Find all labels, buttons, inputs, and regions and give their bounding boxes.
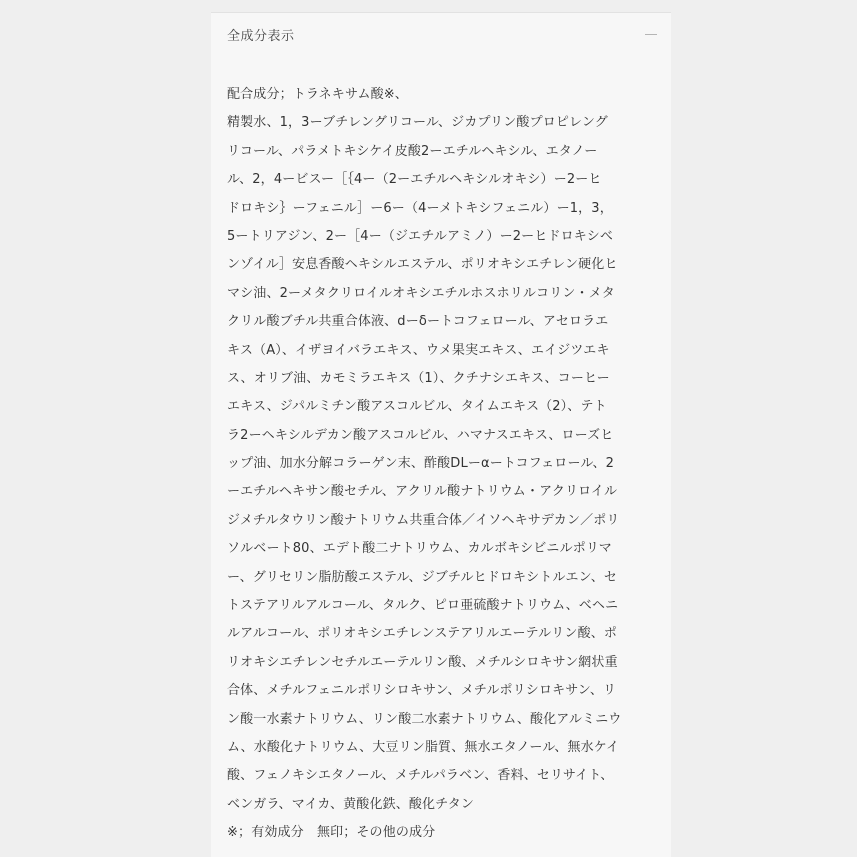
ingredient-line: リコール、パラメトキシケイ皮酸2ーエチルヘキシル、エタノー <box>227 143 598 159</box>
minus-icon[interactable] <box>643 25 659 43</box>
ingredient-line: ドロキシ｝ーフェニル］ー6ー（4ーメトキシフェニル）ー1，3， <box>227 200 613 216</box>
section-title: 全成分表示 <box>227 29 295 44</box>
ingredient-line: ベンガラ、マイカ、黄酸化鉄、酸化チタン <box>227 796 474 812</box>
ingredient-line: リオキシエチレンセチルエーテルリン酸、メチルシロキサン網状重 <box>227 654 618 670</box>
ingredient-line: ム、水酸化ナトリウム、大豆リン脂質、無水エタノール、無水ケイ <box>227 739 620 755</box>
ingredient-line: ス、オリブ油、カモミラエキス（1）、クチナシエキス、コーヒー <box>227 370 610 386</box>
ingredient-line: トステアリルアルコール、タルク、ピロ亜硫酸ナトリウム、ベヘニ <box>227 598 619 614</box>
ingredient-line: ル、2，4ービスー［｛4ー（2ーエチルヘキシルオキシ）ー2ーヒ <box>227 172 602 188</box>
ingredient-line: ン酸一水素ナトリウム、リン酸二水素ナトリウム、酸化アルミニウ <box>227 711 622 727</box>
ingredient-line: エキス、ジパルミチン酸アスコルビル、タイムエキス（2）、テト <box>227 399 607 415</box>
ingredient-line: マシ油、2ーメタクリロイルオキシエチルホスホリルコリン・メタ <box>227 285 615 301</box>
ingredient-line: ソルベート80、エデト酸二ナトリウム、カルボキシビニルポリマ <box>227 541 612 557</box>
ingredient-line: ルアルコール、ポリオキシエチレンステアリルエーテルリン酸、ポ <box>227 626 618 642</box>
ingredient-line: ーエチルヘキサン酸セチル、アクリル酸ナトリウム・アクリロイル <box>227 484 618 500</box>
ingredients-panel <box>211 12 671 857</box>
ingredient-line: クリル酸ブチル共重合体液、dーδートコフェロール、アセロラエ <box>227 314 609 330</box>
ingredient-line: ー、グリセリン脂肪酸エステル、ジブチルヒドロキシトルエン、セ <box>227 569 618 585</box>
ingredient-line: 合体、メチルフェニルポリシロキサン、メチルポリシロキサン、リ <box>227 683 617 699</box>
ingredient-line: ジメチルタウリン酸ナトリウム共重合体／イソヘキサデカン／ポリ <box>227 512 620 528</box>
ingredient-line: 5ートリアジン、2ー［4ー（ジエチルアミノ）ー2ーヒドロキシベ <box>227 228 614 244</box>
ingredient-footnote: ※；有効成分 無印；その他の成分 <box>227 825 436 841</box>
ingredient-line: 酸、フェノキシエタノール、メチルパラベン、香料、セリサイト、 <box>227 768 614 784</box>
accordion-header[interactable] <box>211 13 671 57</box>
ingredient-line: ンゾイル］安息香酸ヘキシルエステル、ポリオキシエチレン硬化ヒ <box>227 257 618 273</box>
ingredient-line: ラ2ーヘキシルデカン酸アスコルビル、ハマナスエキス、ローズヒ <box>227 427 614 443</box>
ingredient-line: キス（A）、イザヨイバラエキス、ウメ果実エキス、エイジツエキ <box>227 342 610 358</box>
ingredient-line: 配合成分；トラネキサム酸※、 <box>227 87 408 102</box>
ingredient-line: ップ油、加水分解コラーゲン末、酢酸DLーαートコフェロール、2 <box>227 456 615 472</box>
ingredient-line: 精製水、1，3ーブチレングリコール、ジカプリン酸プロピレング <box>227 115 608 131</box>
ingredients-text <box>227 81 657 848</box>
